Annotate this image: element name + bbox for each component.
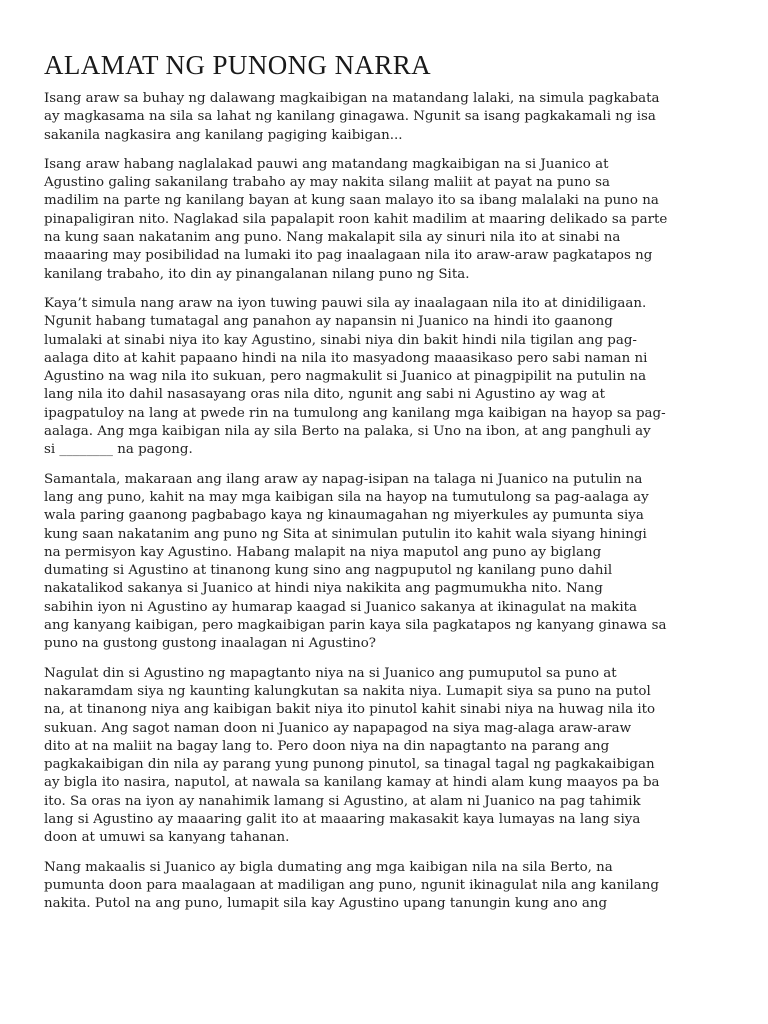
paragraph-line: aalaga. Ang mga kaibigan nila ay sila Berto na palaka, si Uno na ibon, at ang panghuli ay (44, 424, 651, 440)
paragraph-line: nakita. Putol na ang puno, lumapit sila kay Agustino upang tanungin kung ano ang (44, 896, 608, 912)
story-paragraph (44, 859, 732, 914)
paragraph-line: wala paring gaanong pagbabago kaya ng kinaumagahan ng miyerkules ay pumunta siya (44, 508, 644, 524)
paragraph-line: ay magkasama na sila sa lahat ng kanilang ginagawa. Ngunit sa isang pagkakamali ng isa (44, 109, 656, 125)
paragraph-line: pagkakaibigan din nila ay parang yung punong pinutol, sa tinagal tagal ng pagkakaibigan (44, 757, 655, 773)
paragraph-line: pumunta doon para maalagaan at madiligan ang puno, ngunit ikinagulat nila ang kanilang (44, 877, 659, 893)
paragraph-line: nakaramdam siya ng kaunting kalungkutan sa nakita niya. Lumapit siya sa puno na putol (44, 683, 651, 699)
story-paragraph (44, 471, 732, 654)
paragraph-line: Nagulat din si Agustino ng mapagtanto niya na si Juanico ang pumuputol sa puno at (44, 665, 617, 681)
story-paragraph (44, 90, 732, 145)
paragraph-line: na kung saan nakatanim ang puno. Nang makalapit sila ay sinuri nila ito at sinabi na (44, 230, 621, 246)
paragraph-line: lang si Agustino ay maaaring galit ito at maaaring makasakit kaya lumayas na lang siya (44, 811, 641, 827)
story-body (44, 90, 732, 924)
paragraph-line: kung saan nakatanim ang puno ng Sita at sinimulan putulin ito kahit wala siyang hiningi (44, 526, 647, 542)
paragraph-line: Samantala, makaraan ang ilang araw ay napag-isipan na talaga ni Juanico na putulin na (44, 471, 643, 487)
paragraph-line: madilim na parte ng kanilang bayan at kung saan malayo ito sa ibang malalaki na puno na (44, 193, 659, 209)
paragraph-line: aalaga dito at kahit papaano hindi na nila ito masyadong maaasikaso pero sabi naman ni (44, 350, 648, 366)
paragraph-line: puno na gustong gustong inaalagan ni Agustino? (44, 636, 376, 652)
paragraph-line: doon at umuwi sa kanyang tahanan. (44, 830, 290, 846)
paragraph-line: sabihin iyon ni Agustino ay humarap kaagad si Juanico sakanya at ikinagulat na makita (44, 599, 638, 615)
paragraph-line: si ________ na pagong. (44, 442, 193, 458)
paragraph-line: lumalaki at sinabi niya ito kay Agustino, sinabi niya din bakit hindi nila tigilan ang pag- (44, 332, 637, 348)
story-paragraph (44, 156, 732, 284)
paragraph-line: maaaring may posibilidad na lumaki ito pag inaalagaan nila ito araw-araw pagkatapos ng (44, 248, 653, 264)
paragraph-line: ito. Sa oras na iyon ay nanahimik lamang si Agustino, at alam ni Juanico na pag tahimik (44, 793, 641, 809)
paragraph-line: pinapaligiran nito. Naglakad sila papalapit roon kahit madilim at maaring delikado sa parte (44, 211, 668, 227)
paragraph-line: na permisyon kay Agustino. Habang malapit na niya maputol ang puno ay biglang (44, 544, 602, 560)
paragraph-line: Agustino na wag nila ito sukuan, pero nagmakulit si Juanico at pinagpipilit na putulin na (44, 369, 647, 385)
paragraph-line: ang kanyang kaibigan, pero magkaibigan parin kaya sila pagkatapos ng kanyang ginawa sa (44, 618, 667, 634)
paragraph-line: Isang araw sa buhay ng dalawang magkaibigan na matandang lalaki, na simula pagkabata (44, 91, 660, 106)
paragraph-line: Kaya’t simula nang araw na iyon tuwing pauwi sila ay inaalagaan nila ito at dinidiligaan. (44, 295, 647, 311)
paragraph-line: Agustino galing sakanilang trabaho ay may nakita silang maliit at payat na puno sa (44, 175, 610, 191)
paragraph-line: lang nila ito dahil nasasayang oras nila dito, ngunit ang sabi ni Agustino ay wag at (44, 387, 605, 403)
story-paragraph (44, 665, 732, 848)
paragraph-line: na, at tinanong niya ang kaibigan bakit niya ito pinutol kahit sinabi niya na huwag nila ito (44, 702, 656, 718)
paragraph-line: dito at na maliit na bagay lang to. Pero doon niya na din napagtanto na parang ang (44, 738, 610, 754)
paragraph-line: sakanila nagkasira ang kanilang pagiging kaibigan... (44, 127, 403, 143)
paragraph-line: lang ang puno, kahit na may mga kaibigan sila na hayop na tumutulong sa pag-aalaga ay (44, 489, 649, 505)
paragraph-line: kanilang trabaho, ito din ay pinangalanan nilang puno ng Sita. (44, 266, 470, 282)
paragraph-line: ay bigla ito nasira, naputol, at nawala sa kanilang kamay at hindi alam kung maayos pa ba (44, 775, 660, 791)
story-paragraph (44, 295, 732, 460)
paragraph-line: Isang araw habang naglalakad pauwi ang matandang magkaibigan na si Juanico at (44, 156, 609, 172)
document-title: ALAMAT NG PUNONG NARRA (44, 50, 432, 80)
paragraph-line: Nang makaalis si Juanico ay bigla dumating ang mga kaibigan nila na sila Berto, na (44, 859, 613, 875)
paragraph-line: ipagpatuloy na lang at pwede rin na tumulong ang kanilang mga kaibigan na hayop sa pag- (44, 405, 666, 421)
paragraph-line: nakatalikod sakanya si Juanico at hindi niya nakikita ang pagmumukha nito. Nang (44, 581, 603, 597)
paragraph-line: sukuan. Ang sagot naman doon ni Juanico ay napapagod na siya mag-alaga araw-araw (44, 720, 632, 736)
paragraph-line: dumating si Agustino at tinanong kung sino ang nagpuputol ng kanilang puno dahil (44, 563, 613, 579)
paragraph-line: Ngunit habang tumatagal ang panahon ay napansin ni Juanico na hindi ito gaanong (44, 314, 613, 330)
